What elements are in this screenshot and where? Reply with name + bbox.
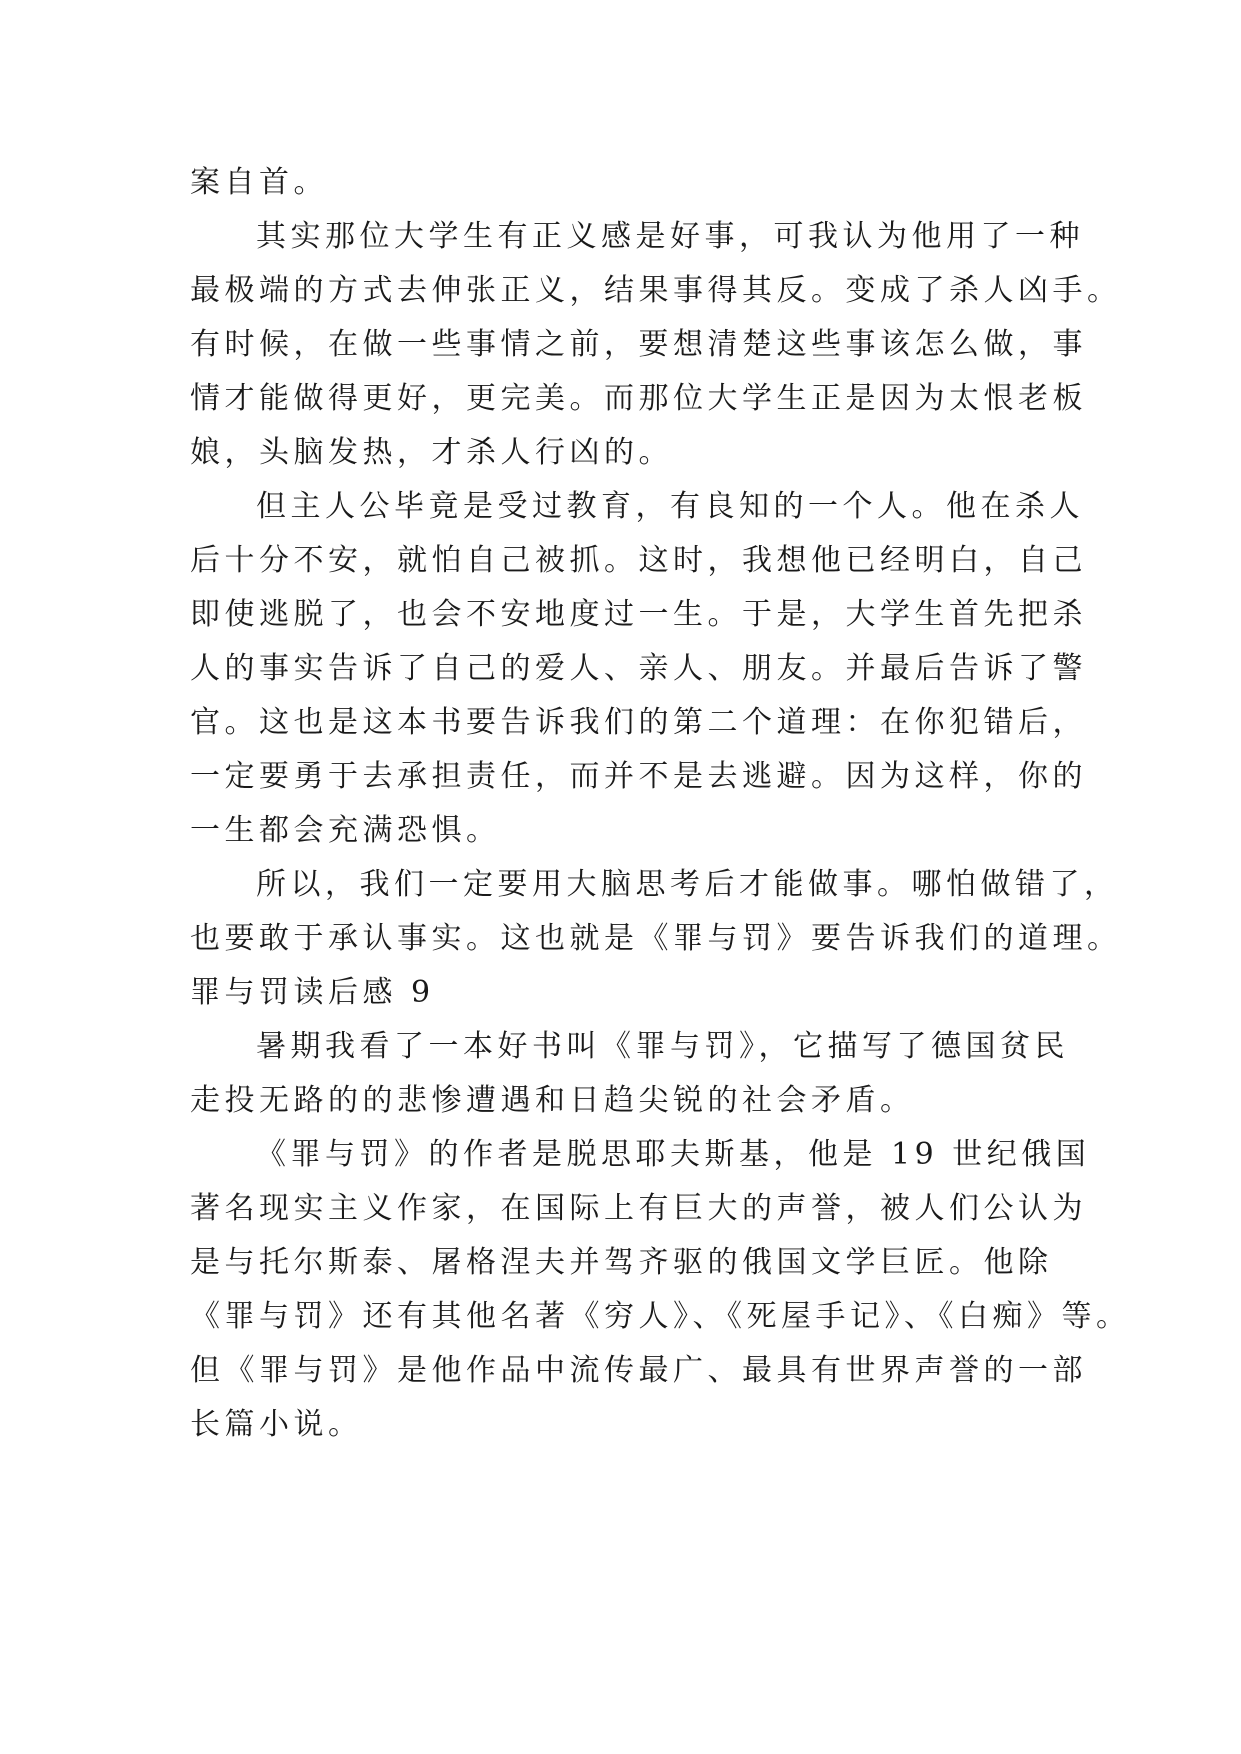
text-line: 案自首。 — [190, 165, 328, 200]
paragraph-first-line: 所以，我们一定要用大脑思考后才能做事。哪怕做错了， — [256, 867, 1119, 902]
text-line: 官。这也是这本书要告诉我们的第二个道理：在你犯错后， — [190, 705, 1087, 740]
text-line: 最极端的方式去伸张正义，结果事得其反。变成了杀人凶手。 — [190, 273, 1122, 308]
paragraph-first-line: 《罪与罚》的作者是脱思耶夫斯基，他是 19 世纪俄国 — [256, 1137, 1091, 1172]
body-text — [190, 156, 1131, 1452]
paragraph-first-line: 但主人公毕竟是受过教育，有良知的一个人。他在杀人 — [256, 489, 1084, 524]
text-line: 是与托尔斯泰、屠格涅夫并驾齐驱的俄国文学巨匠。他除 — [190, 1245, 1053, 1280]
text-line: 也要敢于承认事实。这也就是《罪与罚》要告诉我们的道理。 — [190, 921, 1122, 956]
text-line: 后十分不安，就怕自己被抓。这时，我想他已经明白，自己 — [190, 543, 1087, 578]
text-line: 走投无路的的悲惨遭遇和日趋尖锐的社会矛盾。 — [190, 1083, 915, 1118]
text-line: 一生都会充满恐惧。 — [190, 813, 501, 848]
paragraph-first-line: 暑期我看了一本好书叫《罪与罚》，它描写了德国贫民 — [256, 1029, 1069, 1064]
text-line: 人的事实告诉了自己的爱人、亲人、朋友。并最后告诉了警 — [190, 651, 1087, 686]
text-line: 情才能做得更好，更完美。而那位大学生正是因为太恨老板 — [190, 381, 1087, 416]
text-line: 长篇小说。 — [190, 1407, 363, 1442]
text-line: 但《罪与罚》是他作品中流传最广、最具有世界声誉的一部 — [190, 1353, 1087, 1388]
text-line: 有时候，在做一些事情之前，要想清楚这些事该怎么做，事 — [190, 327, 1087, 362]
text-line: 《罪与罚》还有其他名著《穷人》、《死屋手记》、《白痴》等。 — [190, 1299, 1131, 1334]
text-line: 著名现实主义作家，在国际上有巨大的声誉，被人们公认为 — [190, 1191, 1087, 1226]
paragraph-first-line: 其实那位大学生有正义感是好事，可我认为他用了一种 — [256, 219, 1084, 254]
text-line: 娘，头脑发热，才杀人行凶的。 — [190, 435, 673, 470]
text-line: 一定要勇于去承担责任，而并不是去逃避。因为这样，你的 — [190, 759, 1087, 794]
text-line: 即使逃脱了，也会不安地度过一生。于是，大学生首先把杀 — [190, 597, 1087, 632]
section-heading: 罪与罚读后感 9 — [190, 975, 435, 1010]
